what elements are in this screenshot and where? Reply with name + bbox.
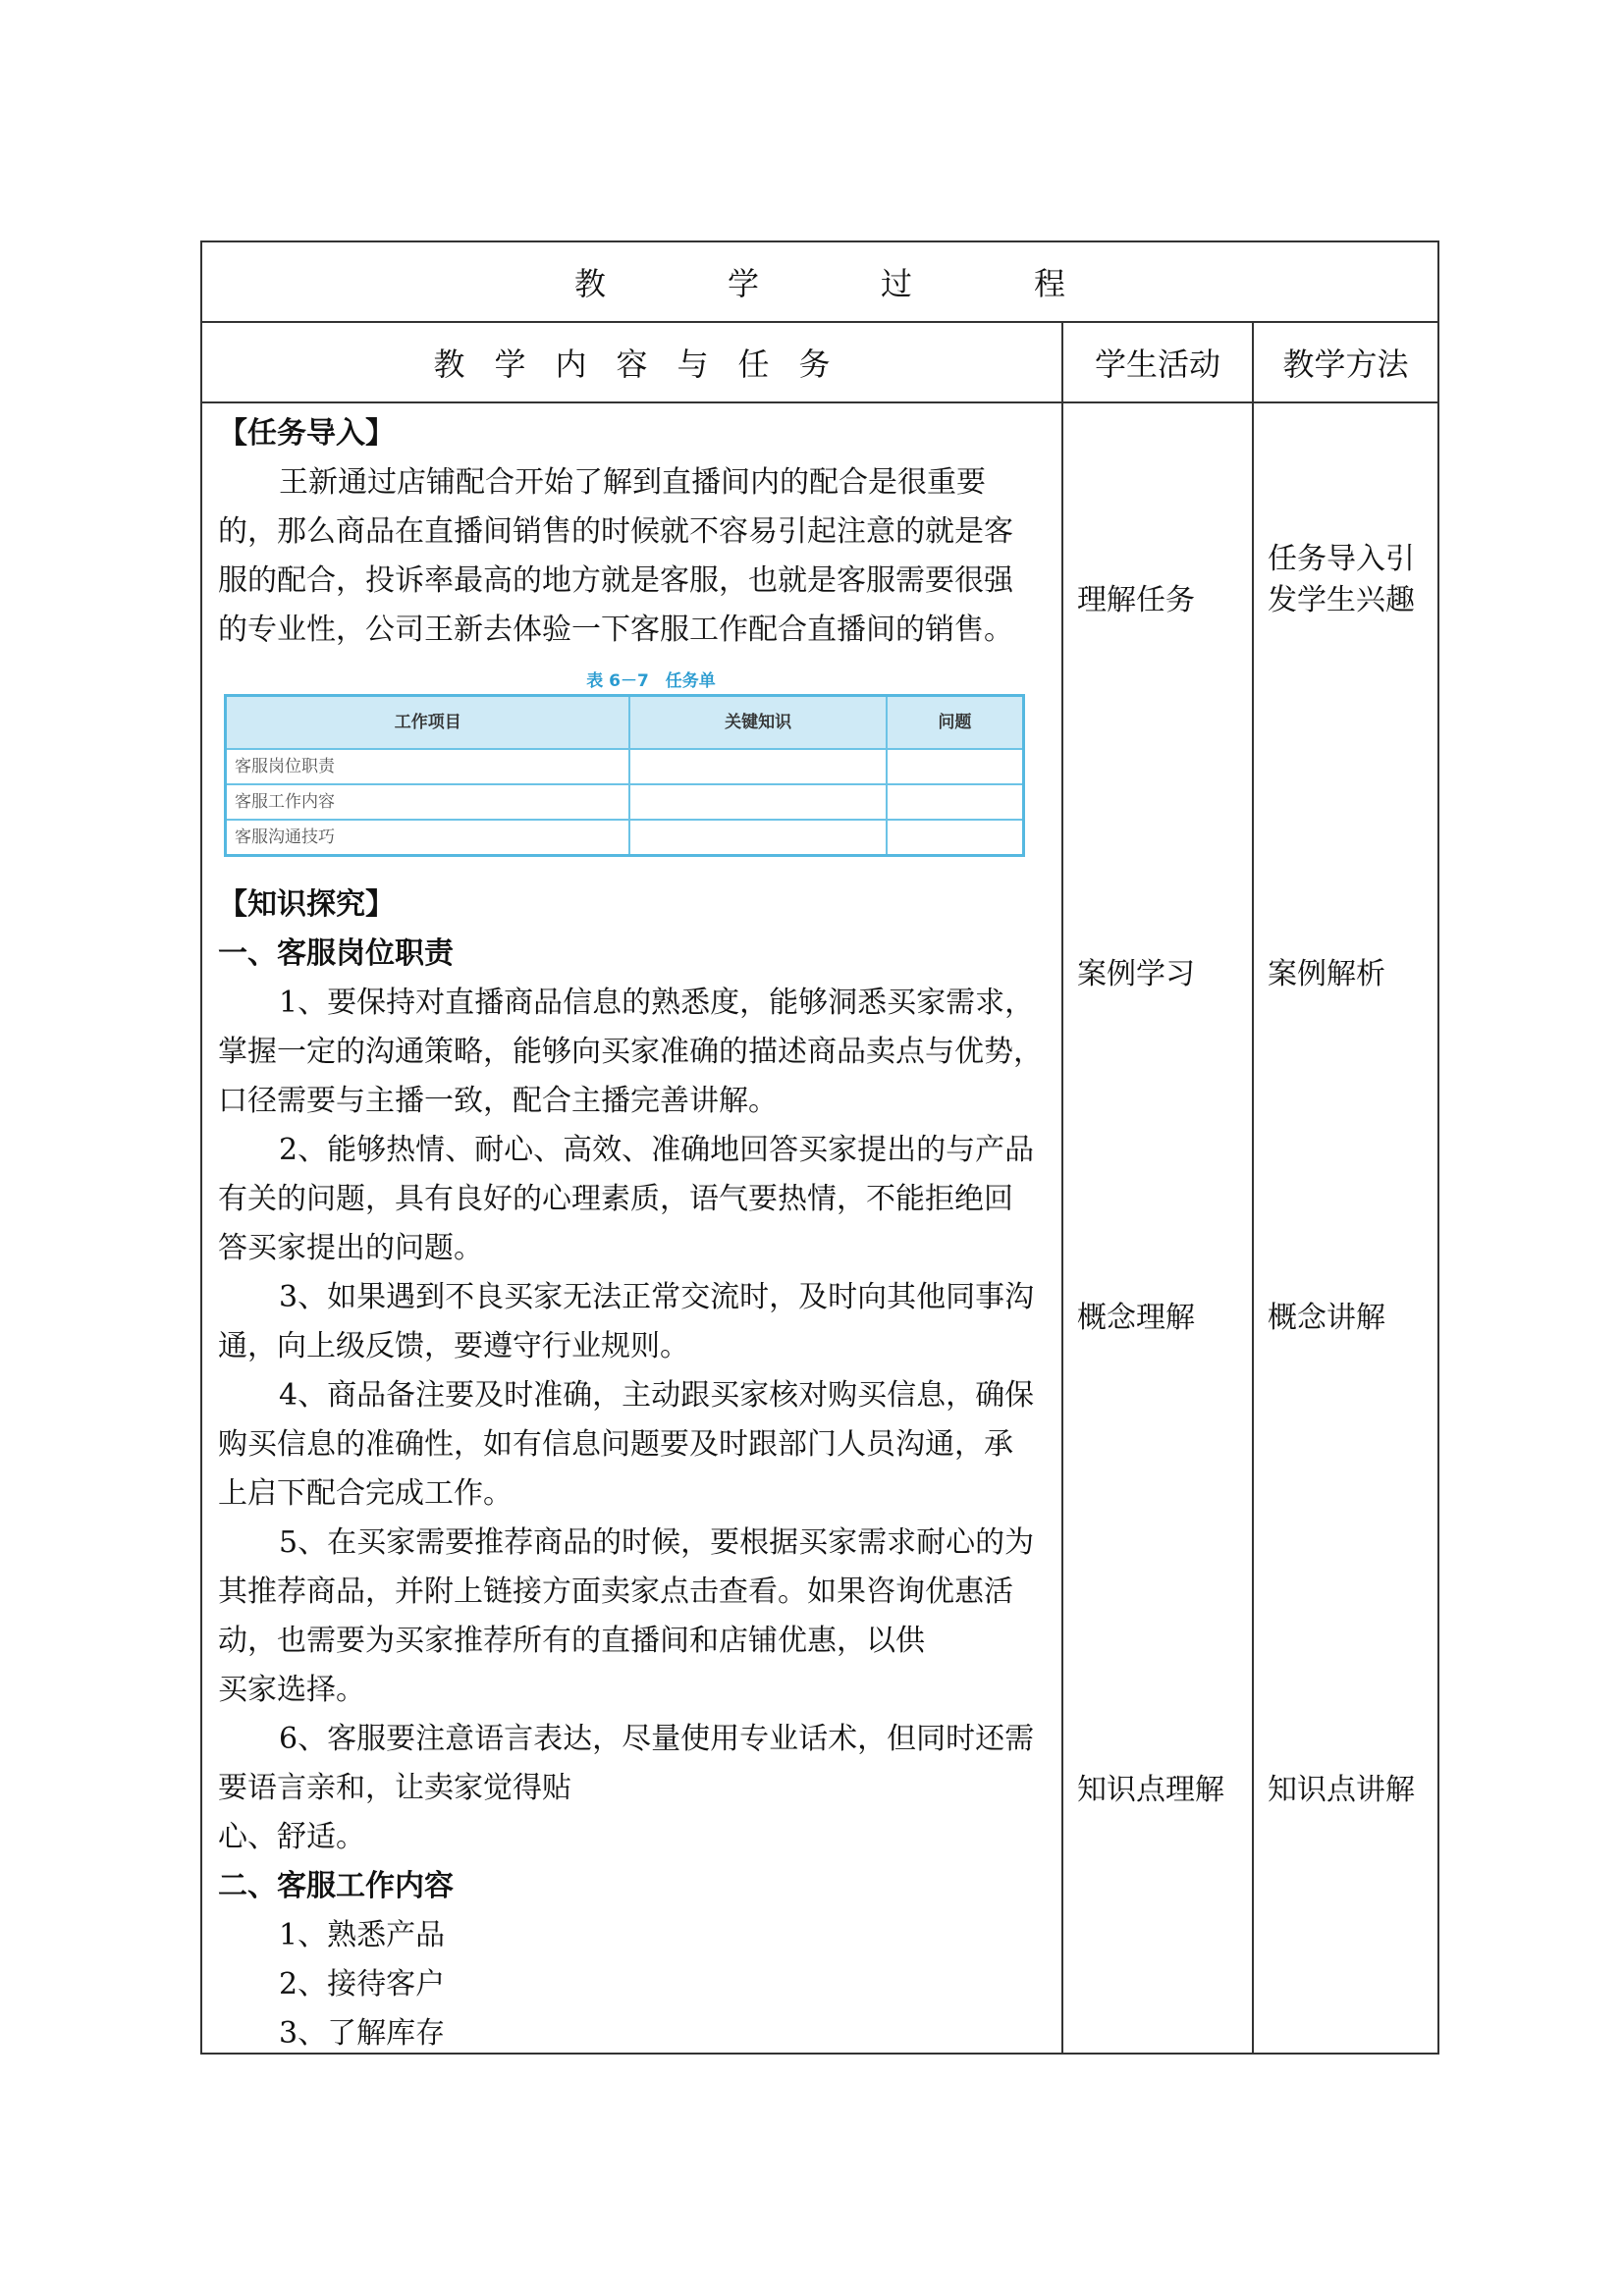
task-intro-line: 的，那么商品在直播间销售的时候就不容易引起注意的就是客 — [218, 514, 1013, 549]
section1-line: 上启下配合完成工作。 — [218, 1476, 513, 1511]
section1-line: 通，向上级反馈，要遵守行业规则。 — [218, 1329, 689, 1363]
header-teaching-method: 教学方法 — [1282, 346, 1409, 383]
table-title — [202, 242, 1437, 323]
task-sheet-col-header: 工作项目 — [226, 696, 630, 750]
task-sheet-caption: 表 6－7 任务单 — [586, 671, 716, 691]
title-char: 程 — [1034, 265, 1066, 302]
header-char: 教 — [433, 346, 465, 383]
section2-heading: 二、客服工作内容 — [218, 1869, 454, 1903]
section1-line: 动，也需要为买家推荐所有的直播间和店铺优惠，以供 — [218, 1624, 925, 1658]
section1-heading: 一、客服岗位职责 — [218, 936, 454, 971]
activity-label: 概念理解 — [1077, 1301, 1195, 1335]
task-sheet-col-header: 关键知识 — [629, 696, 886, 750]
task-sheet-col-header: 问题 — [887, 696, 1024, 750]
activity-label: 知识点理解 — [1077, 1773, 1224, 1807]
activity-label: 案例学习 — [1077, 957, 1195, 991]
section1-line: 6、客服要注意语言表达，尽量使用专业话术，但同时还需 — [279, 1722, 1035, 1756]
header-student-activity: 学生活动 — [1063, 323, 1254, 401]
section2-item: 1、熟悉产品 — [279, 1918, 446, 1952]
task-sheet-table — [224, 694, 1025, 857]
header-char: 与 — [677, 346, 709, 383]
task-intro-line: 王新通过店铺配合开始了解到直播间内的配合是很重要 — [279, 465, 986, 500]
teaching-method-cell — [1254, 403, 1437, 2053]
section1-line: 3、如果遇到不良买家无法正常交流时，及时向其他同事沟 — [279, 1280, 1035, 1314]
method-label: 知识点讲解 — [1268, 1773, 1415, 1807]
method-label: 概念讲解 — [1268, 1301, 1385, 1335]
method-label: 案例解析 — [1268, 957, 1385, 991]
table-row — [226, 749, 1024, 784]
section1-line: 其推荐商品，并附上链接方面卖家点击查看。如果咨询优惠活 — [218, 1575, 1013, 1609]
task-sheet-cell: 客服沟通技巧 — [226, 820, 630, 856]
task-sheet-cell — [887, 749, 1024, 784]
header-char: 内 — [555, 346, 587, 383]
section1-line: 买家选择。 — [218, 1673, 365, 1707]
task-sheet-cell — [629, 749, 886, 784]
teaching-process-table — [200, 240, 1439, 2055]
task-sheet — [224, 668, 1029, 857]
section1-line: 口径需要与主播一致，配合主播完善讲解。 — [218, 1084, 778, 1118]
table-row — [226, 820, 1024, 856]
method-label-line: 发学生兴趣 — [1268, 583, 1415, 617]
content-row — [202, 403, 1437, 2053]
section1-line: 2、能够热情、耐心、高效、准确地回答买家提出的与产品 — [279, 1133, 1035, 1167]
knowledge-heading: 【知识探究】 — [218, 887, 395, 922]
task-intro-line: 的专业性，公司王新去体验一下客服工作配合直播间的销售。 — [218, 613, 1013, 647]
method-label — [1268, 539, 1415, 621]
section1-line: 有关的问题，具有良好的心理素质，语气要热情，不能拒绝回 — [218, 1182, 1013, 1216]
section1-line: 要语言亲和，让卖家觉得贴 — [218, 1771, 571, 1805]
section1-line: 1、要保持对直播商品信息的熟悉度，能够洞悉买家需求， — [279, 986, 1035, 1020]
section1-line: 4、商品备注要及时准确，主动跟买家核对购买信息，确保 — [279, 1378, 1035, 1413]
section1-line: 心、舒适。 — [218, 1820, 365, 1854]
content-cell — [202, 403, 1063, 2053]
header-char: 任 — [737, 346, 770, 383]
section2-item: 2、接待客户 — [279, 1967, 446, 2002]
title-char: 过 — [881, 265, 913, 302]
section1-body — [218, 979, 1061, 1862]
task-sheet-header-row — [226, 696, 1024, 750]
task-sheet-cell: 客服工作内容 — [226, 784, 630, 820]
header-char: 容 — [616, 346, 648, 383]
task-intro-line: 服的配合，投诉率最高的地方就是客服，也就是客服需要很强 — [218, 563, 1013, 598]
method-label-line: 任务导入引 — [1268, 542, 1415, 576]
task-sheet-cell — [629, 784, 886, 820]
activity-label: 理解任务 — [1077, 583, 1195, 617]
task-sheet-cell — [887, 784, 1024, 820]
section1-line: 答买家提出的问题。 — [218, 1231, 483, 1265]
task-sheet-cell — [887, 820, 1024, 856]
table-row — [226, 784, 1024, 820]
section2-item: 3、了解库存 — [279, 2016, 446, 2051]
header-char: 学 — [494, 346, 526, 383]
title-char: 教 — [573, 265, 606, 302]
task-sheet-cell: 客服岗位职责 — [226, 749, 630, 784]
header-content-task — [202, 323, 1063, 401]
section1-line: 掌握一定的沟通策略，能够向买家准确的描述商品卖点与优势， — [218, 1035, 1043, 1069]
section1-line: 5、在买家需要推荐商品的时候，要根据买家需求耐心的为 — [279, 1525, 1035, 1560]
student-activity-cell — [1063, 403, 1254, 2053]
task-sheet-cell — [629, 820, 886, 856]
section1-line: 购买信息的准确性，如有信息问题要及时跟部门人员沟通，承 — [218, 1427, 1013, 1462]
column-header-row — [202, 323, 1437, 403]
task-intro-heading: 【任务导入】 — [218, 416, 395, 451]
header-char: 务 — [798, 346, 831, 383]
title-char: 学 — [727, 265, 759, 302]
